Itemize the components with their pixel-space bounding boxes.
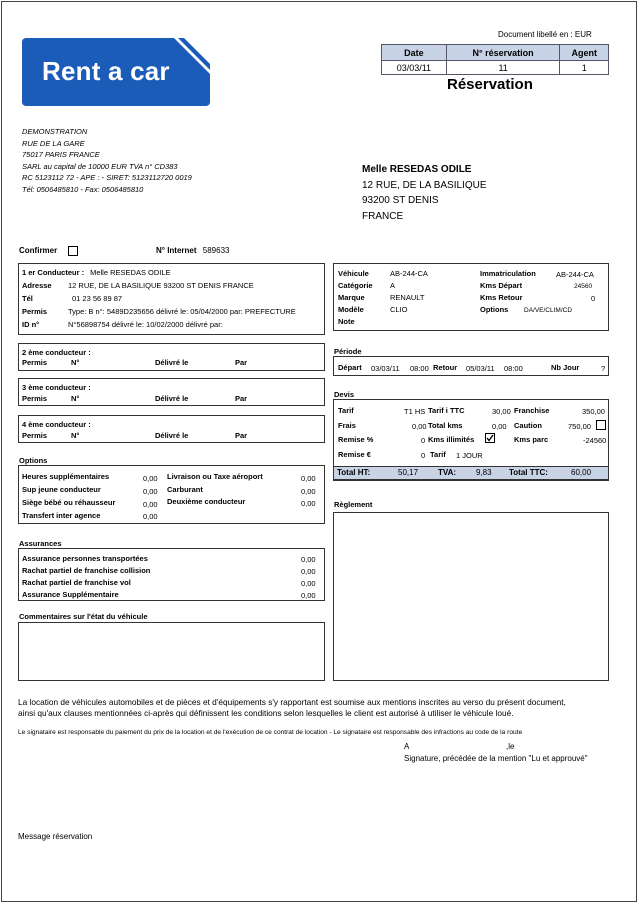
driver2-delivre-label: Délivré le [155,358,189,367]
rent-a-car-logo [22,38,210,106]
driver1-id-label: ID n° [22,320,40,329]
signature-le: ,le [506,742,515,751]
assurances-box [18,548,325,601]
option-value: 0,00 [143,500,158,509]
company-line: RC 5123112 72 - APE : - SIRET: 5123112720 0019 [22,173,192,182]
option-label: Deuxième conducteur [167,497,246,506]
page-title: Réservation [447,76,533,93]
remise-eur-value: 0 [421,451,426,460]
vehicule-label: Véhicule [338,269,369,278]
option-value: 0,00 [301,487,316,496]
total-ht-value: 50,17 [398,468,419,477]
nbjour-label: Nb Jour [551,363,580,372]
kms-parc-label: Kms parc [514,435,549,444]
driver1-permis-label: Permis [22,307,48,316]
total-kms-value: 0,00 [492,422,507,431]
caution-value: 750,00 [568,422,591,431]
driver1-tel: 01 23 56 89 87 [72,294,123,303]
legal-line: La location de véhicules automobiles et de pièces et d'équipements s'y rapportant est soumise aux mentions inscrites au verso du présent document, [18,697,566,707]
driver3-par-label: Par [235,394,248,403]
tarif-label: Tarif [338,406,354,415]
company-line: 75017 PARIS FRANCE [22,150,100,159]
vehicule-value: AB-244-CA [390,269,428,278]
assurance-value: 0,00 [301,579,316,588]
immat-label: Immatriculation [480,269,536,278]
reglement-box[interactable] [333,512,609,681]
driver4-permis-label: Permis [22,431,48,440]
client-country: FRANCE [362,210,404,222]
legal-text [18,697,618,719]
header-reservation-number: N° réservation [446,45,560,61]
tarif2-value: 1 JOUR [456,451,483,460]
kms-depart-label: Kms Départ [480,281,523,290]
signature-mention: Signature, précédée de la mention "Lu et approuvé" [404,754,588,763]
modele-label: Modèle [338,305,364,314]
categorie-label: Catégorie [338,281,373,290]
devis-title: Devis [334,390,355,399]
confirm-checkbox[interactable] [68,246,78,256]
total-ht-label: Total HT: [337,468,371,477]
driver1-adresse: 12 RUE, DE LA BASILIQUE 93200 ST DENIS FRANCE [68,281,254,290]
remise-pct-label: Remise % [338,435,374,444]
categorie-value: A [390,281,396,290]
driver1-adresse-label: Adresse [22,281,52,290]
tva-label: TVA: [438,468,457,477]
driver2-no-label: N° [71,358,80,367]
reglement-title: Règlement [334,500,373,509]
company-line: DEMONSTRATION [22,127,88,136]
caution-label: Caution [514,421,542,430]
option-label: Sup jeune conducteur [22,485,101,494]
logo-text: Rent a car [42,56,170,86]
commentaires-title: Commentaires sur l'état du véhicule [19,612,148,621]
client-street: 12 RUE, DE LA BASILIQUE [362,179,487,191]
value-agent: 1 [560,61,609,75]
kms-retour-value: 0 [591,294,596,303]
driver3-delivre-label: Délivré le [155,394,189,403]
retour-time: 08:00 [504,364,523,373]
internet-value: 589633 [202,246,230,255]
immat-value: AB-244-CA [556,270,594,279]
kms-illimites-checkbox[interactable] [485,433,495,443]
frais-label: Frais [338,421,356,430]
option-label: Siège bébé ou réhausseur [22,498,116,507]
assurance-label: Rachat partiel de franchise collision [22,566,151,575]
franchise-value: 350,00 [582,407,605,416]
options-box [18,465,325,524]
depart-date: 03/03/11 [371,364,400,373]
driver1-id: N°56898754 délivré le: 10/02/2000 délivré par: [68,320,223,329]
signature-a: A [404,742,410,751]
kms-depart-value: 24560 [574,283,593,290]
tarif-ttc-value: 30,00 [492,407,511,416]
client-name: Melle RESEDAS ODILE [362,164,472,175]
driver2-title: 2 ème conducteur : [22,348,91,357]
driver3-no-label: N° [71,394,80,403]
tva-value: 9,83 [476,468,492,477]
driver1-tel-label: Tél [22,294,33,303]
options-value: DA/VE/CLIM/CD [524,307,573,314]
assurance-value: 0,00 [301,555,316,564]
caution-checkbox[interactable] [596,420,606,430]
remise-eur-label: Remise € [338,450,371,459]
confirm-label: Confirmer [19,246,58,255]
driver4-box [18,415,325,443]
driver1-name: Melle RESEDAS ODILE [90,268,171,277]
assurances-title: Assurances [19,539,62,548]
retour-label: Retour [433,363,458,372]
internet-number [156,246,229,255]
company-line: Tél: 0506485810 - Fax: 0506485810 [22,184,144,194]
devis-totals [333,466,609,480]
vehicle-box [333,263,609,331]
check-icon [486,434,494,442]
frais-value: 0,00 [412,422,427,431]
commentaires-box[interactable] [18,622,325,681]
marque-label: Marque [338,293,365,302]
header-date: Date [382,45,447,61]
internet-label: N° Internet [156,246,197,255]
kms-parc-value: -24560 [583,436,607,445]
kms-illimites-label: Kms illimités [428,435,475,444]
assurance-value: 0,00 [301,591,316,600]
legal-responsibility: Le signataire est responsable du paiement du prix de la location et de l'exécution de ce contrat de location - Le signataire est responsable des infractions au code de la route [18,729,523,736]
company-line: SARL au capital de 10000 EUR TVA n° CD383 [22,161,178,171]
driver1-permis: Type: B n°: 5489D235656 délivré le: 05/04/2000 par: PREFECTURE [68,307,296,316]
options-title: Options [19,456,48,465]
nbjour-value: ? [601,364,606,373]
option-label: Livraison ou Taxe aéroport [167,472,263,481]
option-label: Heures supplémentaires [22,472,110,481]
modele-value: CLIO [390,305,408,314]
client-address [362,162,487,224]
legal-line: ainsi qu'aux clauses mentionnées ci-après qui définissent les conditions selon lesquelles le client est autorisé à utiliser le véhicule loué. [18,708,514,718]
driver2-permis-label: Permis [22,358,48,367]
driver3-permis-label: Permis [22,394,48,403]
driver3-title: 3 ème conducteur : [22,383,91,392]
assurance-value: 0,00 [301,567,316,576]
option-label: Carburant [167,485,203,494]
option-label: Transfert inter agence [22,511,101,520]
marque-value: RENAULT [390,293,425,302]
driver4-par-label: Par [235,431,248,440]
message-reservation: Message réservation [18,832,93,841]
driver4-delivre-label: Délivré le [155,431,189,440]
total-ttc-value: 60,00 [571,468,592,477]
driver4-no-label: N° [71,431,80,440]
driver2-par-label: Par [235,358,248,367]
logo-corner-icon [174,38,210,74]
company-line: RUE DE LA GARE [22,138,85,148]
client-city: 93200 ST DENIS [362,195,439,206]
remise-pct-value: 0 [421,436,426,445]
driver1-title: 1 er Conducteur : [22,268,85,277]
driver4-title: 4 ème conducteur : [22,420,91,429]
value-reservation-number: 11 [446,61,560,75]
total-kms-label: Total kms [428,421,463,430]
driver1-box [18,263,325,335]
tarif-ttc-label: Tarif i TTC [428,406,465,415]
assurance-label: Assurance Supplémentaire [22,590,119,599]
assurance-label: Rachat partiel de franchise vol [22,578,131,587]
value-date: 03/03/11 [382,61,447,75]
periode-title: Période [334,347,362,356]
option-value: 0,00 [301,499,316,508]
tarif-value: T1 HS [404,407,426,416]
company-info [22,126,192,195]
kms-retour-label: Kms Retour [480,293,523,302]
reservation-header-table [381,44,609,75]
option-value: 0,00 [143,487,158,496]
option-value: 0,00 [143,512,158,521]
assurance-label: Assurance personnes transportées [22,554,148,563]
tarif2-label: Tarif [430,450,446,459]
periode-box [333,356,609,376]
retour-date: 05/03/11 [466,364,495,373]
driver3-box [18,378,325,406]
option-value: 0,00 [143,474,158,483]
depart-label: Départ [338,363,362,372]
option-value: 0,00 [301,474,316,483]
note-label: Note [338,317,355,326]
header-agent: Agent [560,45,609,61]
total-ttc-label: Total TTC: [509,468,548,477]
document-currency: Document libellé en : EUR [498,30,592,39]
franchise-label: Franchise [514,406,550,415]
options-label: Options [480,305,509,314]
driver2-box [18,343,325,371]
depart-time: 08:00 [410,364,429,373]
